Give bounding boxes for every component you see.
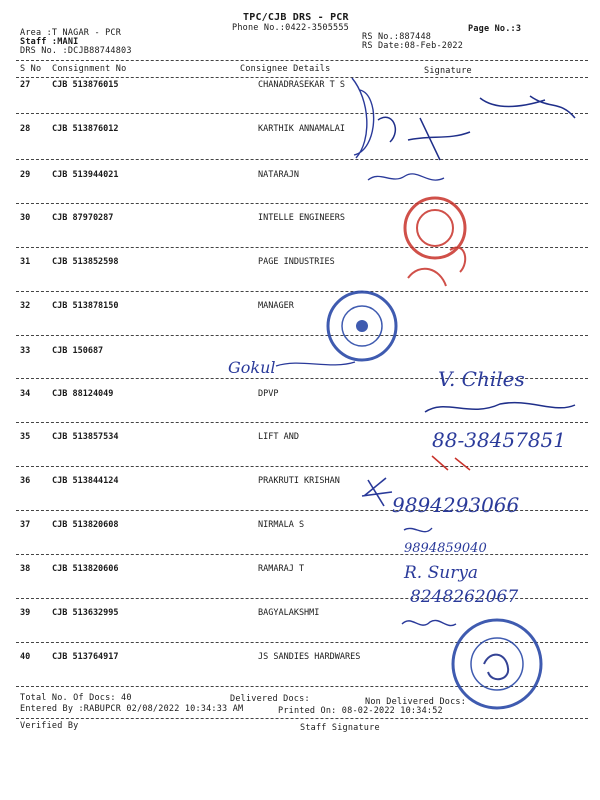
row-consignee: MANAGER: [258, 301, 294, 311]
row-consignment: CJB 513844124: [52, 476, 119, 486]
row-divider: [16, 422, 588, 423]
table-row: [0, 213, 600, 259]
table-row: [0, 346, 600, 392]
row-divider: [16, 113, 588, 114]
row-consignee: KARTHIK ANNAMALAI: [258, 124, 345, 134]
row-consignment: CJB 513852598: [52, 257, 119, 267]
verified-by: Verified By: [20, 721, 79, 731]
row-consignee: INTELLE ENGINEERS: [258, 213, 345, 223]
row-consignee: NATARAJN: [258, 170, 299, 180]
row-consignee: CHANADRASEKAR T S: [258, 80, 345, 90]
row-consignment: CJB 513857534: [52, 432, 119, 442]
row-sno: 34: [20, 389, 31, 399]
handwriting-35: 88-38457851: [432, 428, 567, 452]
rs-date: RS Date:08-Feb-2022: [362, 41, 464, 51]
table-row: [0, 389, 600, 435]
row-consignee: NIRMALA S: [258, 520, 305, 530]
row-divider: [16, 203, 588, 204]
row-divider: [16, 378, 588, 379]
printed-on: Printed On: 08-02-2022 10:34:52: [278, 706, 443, 716]
table-row: [0, 301, 600, 347]
header-divider: [16, 60, 588, 61]
col-sno: S No: [20, 64, 42, 74]
col-consignment: Consignment No: [52, 64, 127, 74]
row-consignment: CJB 513632995: [52, 608, 119, 618]
row-sno: 28: [20, 124, 31, 134]
footer-divider: [16, 718, 588, 719]
row-divider: [16, 335, 588, 336]
row-divider: [16, 510, 588, 511]
row-consignee: PRAKRUTI KRISHAN: [258, 476, 340, 486]
row-sno: 27: [20, 80, 31, 90]
row-sno: 38: [20, 564, 31, 574]
delivered-docs: Delivered Docs:: [230, 694, 310, 704]
row-consignment: CJB 150687: [52, 346, 104, 356]
row-divider: [16, 247, 588, 248]
table-row: [0, 476, 600, 522]
row-sno: 37: [20, 520, 31, 530]
table-row: [0, 520, 600, 566]
handwriting-38-phone: 8248262067: [410, 587, 519, 607]
row-consignment: CJB 513820608: [52, 520, 119, 530]
doc-title: TPC/CJB DRS - PCR: [243, 12, 349, 23]
row-consignment: CJB 513878150: [52, 301, 119, 311]
row-consignee: RAMARAJ T: [258, 564, 305, 574]
table-row: [0, 170, 600, 216]
row-consignee: LIFT AND: [258, 432, 299, 442]
table-row: [0, 124, 600, 170]
row-divider: [16, 642, 588, 643]
drs-number: DRS No. :DCJB88744803: [20, 46, 132, 56]
row-consignee: BAGYALAKSHMI: [258, 608, 320, 618]
handwriting-37: 9894859040: [404, 541, 487, 556]
row-consignee: DPVP: [258, 389, 279, 399]
table-row: [0, 564, 600, 610]
handwriting-36: 9894293066: [392, 493, 520, 517]
row-consignment: CJB 513876015: [52, 80, 119, 90]
page-number: Page No.:3: [468, 24, 522, 34]
row-consignment: CJB 513764917: [52, 652, 119, 662]
row-divider: [16, 598, 588, 599]
row-consignment: CJB 513876012: [52, 124, 119, 134]
row-consignee: PAGE INDUSTRIES: [258, 257, 335, 267]
row-sno: 31: [20, 257, 31, 267]
row-sno: 29: [20, 170, 31, 180]
row-sno: 33: [20, 346, 31, 356]
table-row: [0, 432, 600, 478]
table-row: [0, 652, 600, 698]
handwriting-33: Gokul: [228, 358, 276, 377]
column-divider: [16, 77, 588, 78]
row-divider: [16, 466, 588, 467]
handwriting-38-name: R. Surya: [404, 563, 479, 583]
total-docs: Total No. Of Docs: 40: [20, 693, 132, 703]
row-consignee: JS SANDIES HARDWARES: [258, 652, 361, 662]
row-divider: [16, 554, 588, 555]
col-signature: Signature: [424, 66, 472, 76]
row-sno: 35: [20, 432, 31, 442]
non-delivered-docs: Non Delivered Docs:: [365, 697, 467, 707]
col-consignee: Consignee Details: [240, 64, 331, 74]
row-consignment: CJB 88124049: [52, 389, 114, 399]
staff-signature: Staff Signature: [300, 723, 380, 733]
row-divider: [16, 686, 588, 687]
handwriting-34: V. Chiles: [438, 367, 525, 391]
area-label: Area :T NAGAR - PCR: [20, 28, 122, 38]
entered-by: Entered By :RABUPCR 02/08/2022 10:34:33 AM: [20, 704, 244, 714]
table-row: [0, 257, 600, 303]
table-row: [0, 80, 600, 126]
staff-label: Staff :MANI: [20, 37, 79, 47]
table-row: [0, 608, 600, 654]
row-sno: 32: [20, 301, 31, 311]
row-sno: 39: [20, 608, 31, 618]
row-sno: 30: [20, 213, 31, 223]
phone-number: Phone No.:0422-3505555: [232, 23, 349, 33]
row-consignment: CJB 87970287: [52, 213, 114, 223]
row-divider: [16, 291, 588, 292]
row-sno: 40: [20, 652, 31, 662]
row-sno: 36: [20, 476, 31, 486]
rs-number: RS No.:887448: [362, 32, 432, 42]
row-consignment: CJB 513820606: [52, 564, 119, 574]
row-consignment: CJB 513944021: [52, 170, 119, 180]
row-divider: [16, 159, 588, 160]
